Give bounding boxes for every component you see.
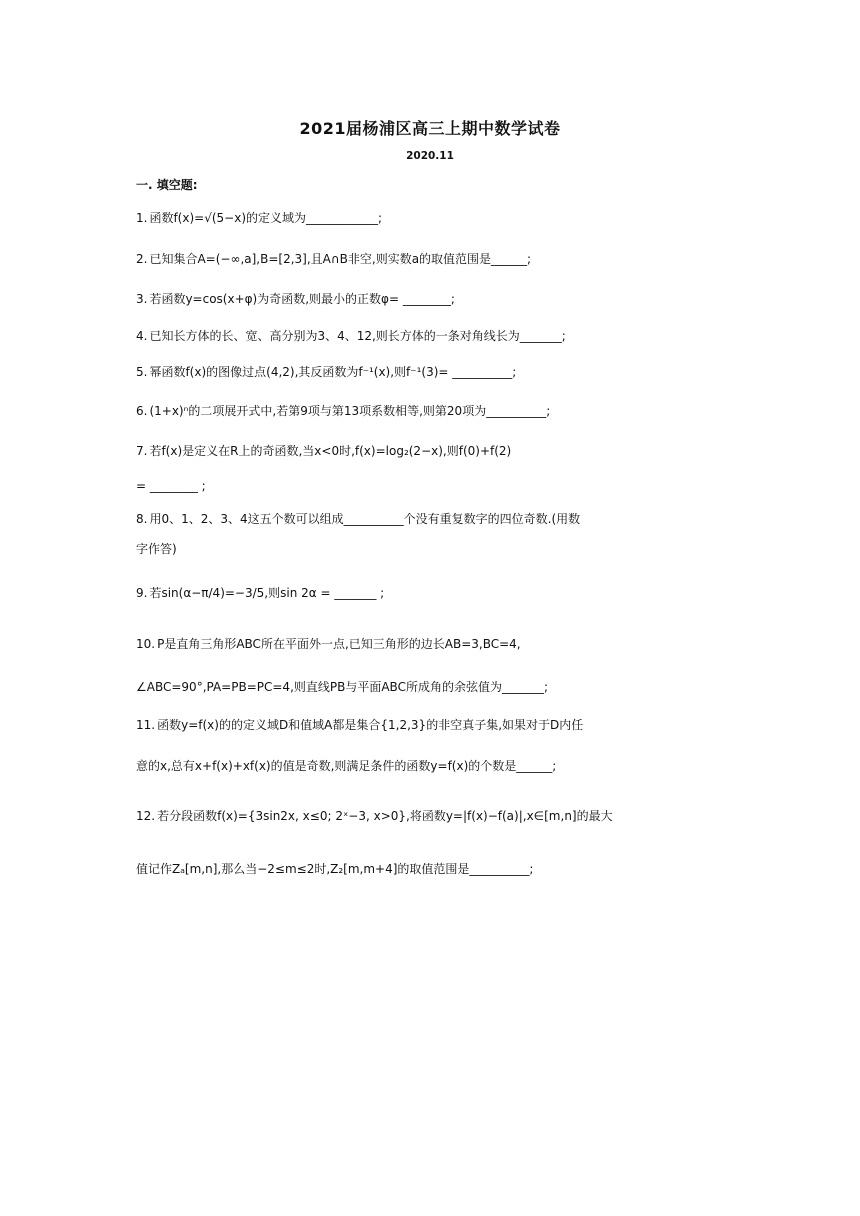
question-9 — [136, 584, 696, 602]
question-text: 若f(x)是定义在R上的奇函数,当x<0时,f(x)=log₂(2−x),则f(0)+f(2) — [149, 444, 512, 458]
question-number: 9. — [136, 586, 148, 600]
question-text: P是直角三角形ABC所在平面外一点,已知三角形的边长AB=3,BC=4, — [157, 637, 521, 651]
question-number: 3. — [136, 292, 148, 306]
exam-date: 2020.11 — [406, 150, 454, 162]
question-number: 8. — [136, 512, 148, 526]
question-number: 4. — [136, 329, 148, 343]
question-8 — [136, 510, 696, 528]
question-text: 函数y=f(x)的的定义域D和值域A都是集合{1,2,3}的非空真子集,如果对于D内任 — [157, 718, 584, 732]
question-text: 函数f(x)=√(5−x)的定义域为____________; — [149, 211, 383, 225]
question-number: 10. — [136, 637, 156, 651]
question-number: 7. — [136, 444, 148, 458]
question-11-continuation: 意的x,总有x+f(x)+xf(x)的值是奇数,则满足条件的函数y=f(x)的个数是______; — [136, 759, 557, 773]
question-text: 已知长方体的长、宽、高分别为3、4、12,则长方体的一条对角线长为_______; — [149, 329, 566, 343]
question-1 — [136, 209, 696, 227]
question-12 — [136, 807, 696, 825]
question-4 — [136, 327, 696, 345]
question-text: 已知集合A=(−∞,a],B=[2,3],且A∩B非空,则实数a的取值范围是______; — [149, 252, 532, 266]
question-12-continuation: 值记作Zₐ[m,n],那么当−2≤m≤2时,Z₂[m,m+4]的取值范围是__________; — [136, 862, 534, 876]
question-text: 幂函数f(x)的图像过点(4,2),其反函数为f⁻¹(x),则f⁻¹(3)= __________; — [149, 365, 517, 379]
question-5 — [136, 363, 696, 381]
question-text: (1+x)ⁿ的二项展开式中,若第9项与第13项系数相等,则第20项为__________; — [149, 404, 551, 418]
question-number: 2. — [136, 252, 148, 266]
question-11 — [136, 716, 696, 734]
page-title: 2021届杨浦区高三上期中数学试卷 — [299, 119, 561, 138]
question-text: 若函数y=cos(x+φ)为奇函数,则最小的正数φ= ________; — [149, 292, 455, 306]
question-10-continuation: ∠ABC=90°,PA=PB=PC=4,则直线PB与平面ABC所成角的余弦值为_______; — [136, 680, 549, 694]
question-number: 11. — [136, 718, 156, 732]
question-text: 若sin(α−π/4)=−3/5,则sin 2α = _______ ; — [149, 586, 385, 600]
question-number: 12. — [136, 809, 156, 823]
question-text: 若分段函数f(x)={3sin2x, x≤0; 2ˣ−3, x>0},将函数y=|f(x)−f(a)|,x∈[m,n]的最大 — [157, 809, 613, 823]
question-number: 6. — [136, 404, 148, 418]
question-number: 5. — [136, 365, 148, 379]
section-heading: 一. 填空题: — [136, 178, 198, 192]
question-2 — [136, 250, 696, 268]
question-10 — [136, 635, 696, 653]
question-7-continuation: = ________ ; — [136, 479, 206, 493]
question-text: 用0、1、2、3、4这五个数可以组成__________个没有重复数字的四位奇数.(用数 — [149, 512, 581, 526]
question-6 — [136, 402, 696, 420]
question-7 — [136, 442, 696, 460]
question-3 — [136, 290, 696, 308]
question-8-continuation: 字作答) — [136, 542, 177, 556]
question-number: 1. — [136, 211, 148, 225]
